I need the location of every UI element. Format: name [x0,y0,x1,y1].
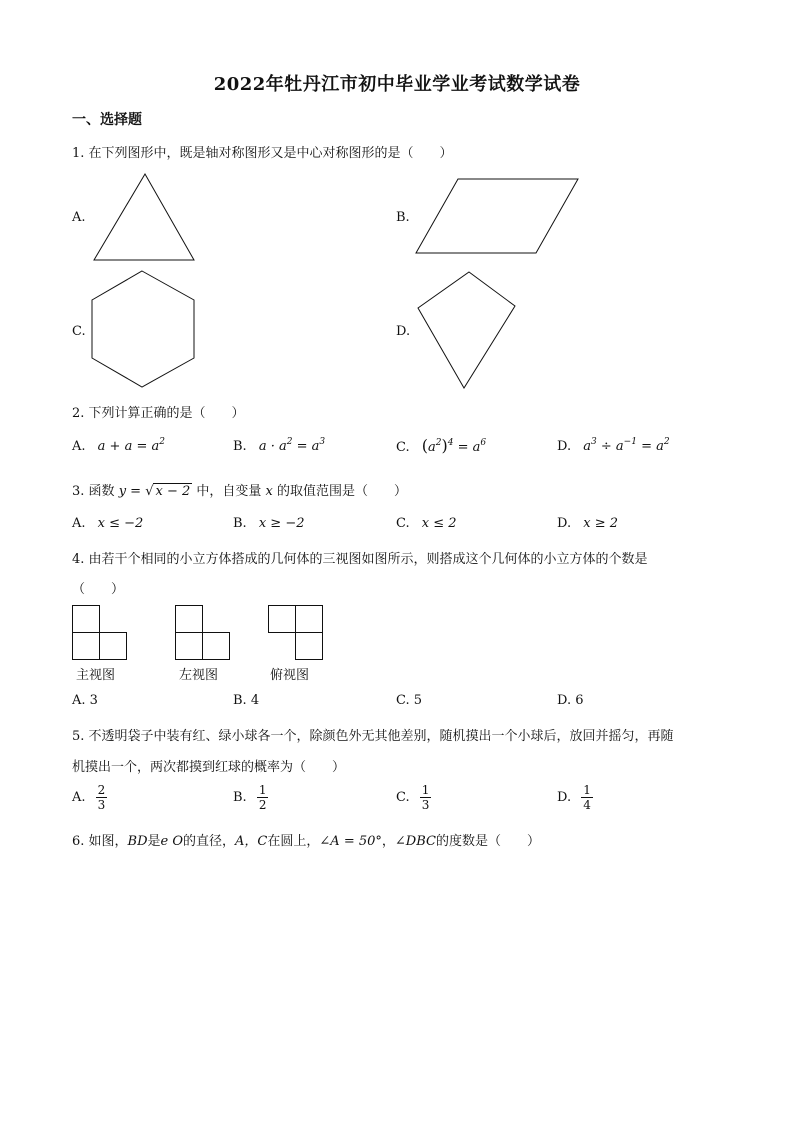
question-2-stem: 2. 下列计算正确的是（ ） [72,406,245,421]
q1-option-a-label: A. [72,210,86,225]
q3-option-a-label: A. [72,516,86,531]
q6-stem-on-circle: 在圆上， [267,834,320,849]
q5-option-c-numerator: 1 [421,783,430,797]
q6-stem-comma: ， [381,834,395,849]
q5-option-c-label: C. [396,790,410,805]
q3-option-a-expression: x ≤ −2 [97,516,144,531]
q2-option-a-label: A. [72,439,86,454]
q2-option-a [72,439,165,454]
q4-top-view [268,605,324,661]
q5-option-b-numerator: 1 [258,783,267,797]
q5-option-b [233,783,268,812]
q4-top-view-label: 俯视图 [270,668,310,683]
q5-option-d-denominator: 4 [583,798,591,812]
question-4-stem-line2: （ ） [72,582,125,597]
q2-option-d-expression: $a^3 \div a^{-1} = a^2$ [583,437,670,454]
q4-left-view [175,605,231,661]
q4-left-view-label: 左视图 [179,668,219,683]
q2-option-c [396,436,486,455]
question-5-stem-line1: 5. 不透明袋子中装有红、绿小球各一个，除颜色外无其他差别，随机摸出一个小球后，放回并摇匀，再随 [72,729,674,744]
q5-option-d [557,783,593,812]
q5-option-a-denominator: 3 [97,798,106,812]
q4-front-view-label: 主视图 [76,668,116,683]
q3-option-b-expression: x ≥ −2 [258,516,305,531]
q3-stem-middle: 中，自变量 [196,484,262,499]
q5-option-c [396,783,431,812]
q6-circle-o: e O [160,834,184,849]
q3-function-expression: y = √ x − 2 [118,484,191,499]
q3-option-b-label: B. [233,516,247,531]
q5-option-b-denominator: 2 [258,798,267,812]
q6-stem-prefix: 6. 如图， [72,834,128,849]
q3-option-d-expression: x ≥ 2 [583,516,618,531]
q5-option-d-label: D. [557,790,572,805]
q6-segment-bd: BD [127,834,148,849]
q3-option-a [72,516,143,531]
q3-option-c-label: C. [396,516,410,531]
q2-option-a-expression: $a + a = a^2$ [97,437,165,454]
q5-option-a [72,783,107,812]
q2-option-c-expression: $(a^2)^4 = a^6$ [421,436,487,455]
q5-option-c-denominator: 3 [421,798,430,812]
q2-option-d-label: D. [557,439,572,454]
q2-option-b [233,439,325,454]
q2-option-b-label: B. [233,439,247,454]
q4-option-b: B. 4 [233,693,260,708]
question-5-stem-line2: 机摸出一个，两次都摸到红球的概率为（ ） [72,760,346,775]
q6-stem-end: 的度数是（ ） [435,834,540,849]
q5-option-b-label: B. [233,790,247,805]
q6-angle-dbc: ∠DBC [394,834,436,849]
q5-option-a-fraction [96,783,108,812]
q3-option-c [396,516,457,531]
q2-option-d [557,439,670,454]
question-4-stem-line1: 4. 由若干个相同的小立方体搭成的几何体的三视图如图所示，则搭成这个几何体的小立方体的个数是 [72,552,648,567]
section-heading: 一、选择题 [72,112,142,128]
q6-stem-diameter: 的直径， [183,834,236,849]
q3-stem-end: 的取值范围是（ ） [277,484,408,499]
q5-option-c-fraction [420,783,432,812]
q3-option-b [233,516,304,531]
q1-option-c-label: C. [72,324,86,339]
q4-option-a: A. 3 [72,693,98,708]
q6-points-ac: A，C [235,834,268,849]
q1-option-b-label: B. [396,210,410,225]
q3-option-d-label: D. [557,516,572,531]
q5-option-b-fraction [257,783,269,812]
q5-option-d-numerator: 1 [583,783,591,797]
q3-option-c-expression: x ≤ 2 [421,516,457,531]
q1-option-d-label: D. [396,324,411,339]
q1-option-a-triangle [90,170,200,265]
q3-option-d [557,516,618,531]
question-1-stem: 1. 在下列图形中，既是轴对称图形又是中心对称图形的是（ ） [72,146,453,161]
q1-option-c-hexagon [88,268,200,392]
q2-option-c-label: C. [396,440,410,455]
q3-stem-prefix: 3. 函数 [72,484,115,499]
q5-option-d-fraction [581,783,593,812]
q1-option-b-parallelogram [414,175,584,257]
q6-stem-is: 是 [147,834,161,849]
page-title: 2022年牡丹江市初中毕业学业考试数学试卷 [213,74,581,95]
question-3-stem [72,480,407,499]
question-6-stem [72,830,540,849]
q4-option-c: C. 5 [396,693,423,708]
q5-option-a-numerator: 2 [97,783,106,797]
q1-option-d-kite [414,268,520,392]
q4-option-d: D. 6 [557,693,584,708]
q2-option-b-expression: $a \cdot a^2 = a^3$ [258,437,326,454]
q4-front-view [72,605,128,661]
q3-stem-variable: x [265,484,273,499]
q5-option-a-label: A. [72,790,86,805]
q6-angle-a: ∠A = 50° [319,834,382,849]
